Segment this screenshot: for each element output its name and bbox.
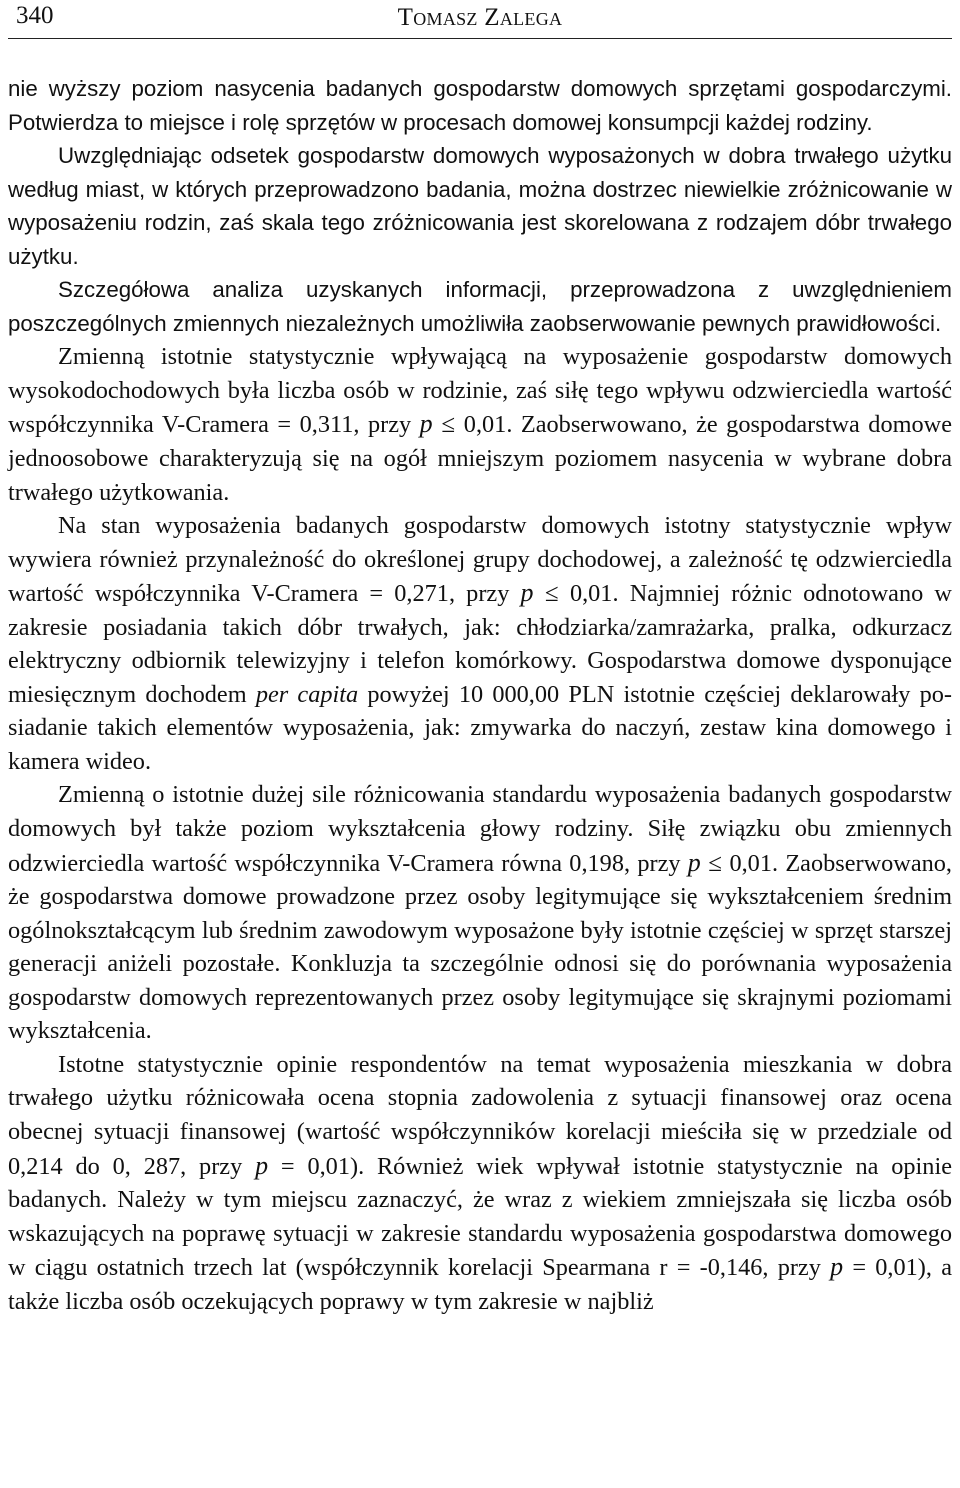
paragraph	[8, 273, 952, 340]
math-symbol: ≤	[700, 849, 730, 877]
text-run: = 0,01). Również wiek wpływał istotnie statystycznie na opinie badanych. Należy w tym miejscu zaznaczyć, że wraz z wiekiem zmniejszała się liczba osób wskazujących na poprawę sytuacji w zakresie standardu wyposażenia gospodarstwa domowego w ciągu ostatnich trzech lat (współczynnik korelacji Spearmana r = -0,146, przy	[8, 1152, 952, 1282]
math-variable-p: p	[687, 847, 701, 877]
text-run: Uwzględniając odsetek gospodarstw domowych wyposażonych w dobra trwałego użytku według miast, w których przeprowadzono badania, można dostrzec niewielkie zróżnicowanie w wyposażeniu rodzin, zaś skala tego zróżnicowania jest skorelowana z rodzajem dóbr trwałego użytku.	[8, 143, 952, 269]
text-run: 0,01. Zaobserwowano, że gospodarstwa domowe prowadzone przez osoby legitymujące się wykształceniem średnim ogólnokształcącym lub średnim zawodowym wyposażone były istotnie częściej w sprzęt starszej generacji aniżeli pozostałe. Konkluzja ta szczególnie odnosi się do porównania wyposażenia gospodarstw domowych reprezentowanych przez osoby legitymujące się skrajnymi poziomami wykształcenia.	[8, 849, 952, 1045]
math-symbol: ≤	[432, 411, 464, 439]
page-number: 340	[16, 2, 54, 29]
body-text	[8, 72, 952, 1318]
paragraph	[8, 509, 952, 778]
text-run: nie wyższy poziom nasycenia badanych gospodarstw domowych sprzętami gospodarczymi. Potwierdza to miejsce i rolę sprzętów w procesach domowej konsumpcji każdej rodziny.	[8, 76, 952, 135]
math-variable-p: p	[255, 1150, 269, 1180]
paragraph	[8, 778, 952, 1047]
italic-text: per capita	[255, 680, 359, 708]
running-head-author: Tomasz Zalega	[397, 4, 563, 31]
math-variable-p: p	[419, 409, 433, 439]
text-run: powyżej 10 000,00 PLN istotnie częściej deklarowały posiadanie takich elementów wyposażenia, jak: zmywarka do naczyń, zestaw kina domowego i kamera wideo.	[8, 680, 952, 775]
text-run: Istotne statystycznie opinie respondentów na temat wyposażenia mieszkania w dobra trwałego użytku różnicowała ocena stopnia zadowolenia z sytuacji finansowej oraz ocena obecnej sytuacji finansowej (wartość współczynników korelacji mieściła się w przedziale od 0,214 do 0, 287, przy	[8, 1050, 952, 1180]
math-variable-p: p	[830, 1252, 844, 1282]
paragraph	[8, 139, 952, 273]
paragraph	[8, 1048, 952, 1318]
text-run: 0,01. Zaobserwowano, że gospodarstwa domowe jednoosobowe charakteryzują się na ogół mniejszym poziomem nasycenia w wybrane dobra trwałego użytkowania.	[8, 411, 952, 506]
math-symbol: ≤	[533, 580, 570, 608]
paragraph	[8, 340, 952, 509]
text-run: Zmienną istotnie statystycznie wpływającą na wyposażenie gospodarstw domowych wysokodochodowych była liczba osób w rodzinie, zaś siłę tego wpływu odzwierciedla wartość współczynnika V-Cramera = 0,311, przy	[8, 343, 952, 439]
text-run: Zmienną o istotnie dużej sile różnicowania standardu wyposażenia badanych gospodarstw domowych był także poziom wykształcenia głowy rodziny. Siłę związku obu zmiennych odzwierciedla wartość współczynnika V-Cramera równa 0,198, przy	[8, 781, 952, 877]
math-variable-p: p	[520, 578, 534, 608]
text-run: Na stan wyposażenia badanych gospodarstw domowych istotny statystycznie wpływ wywiera również przynależność do określonej grupy dochodowej, a zależność tę odzwierciedla wartość współczynnika V-Cramera = 0,271, przy	[8, 512, 952, 608]
paragraph	[8, 72, 952, 139]
page-header	[8, 0, 952, 39]
text-run: 0,01. Najmniej różnic odnotowano w zakresie posiadania takich dóbr trwałych, jak: chłodziarka/zamrażarka, pralka, odkurzacz elektryczny odbiornik telewizyjny i telefon komórkowy. Gospodarstwa domowe dysponujące miesięcznym dochodem	[8, 580, 952, 708]
text-run: = 0,01), a także liczba osób oczekujących poprawy w tym zakresie w najbliż	[8, 1254, 952, 1315]
text-run: Szczegółowa analiza uzyskanych informacji, przeprowadzona z uwzględnieniem poszczególnych zmiennych niezależnych umożliwiła zaobserwowanie pewnych prawidłowości.	[8, 277, 952, 336]
